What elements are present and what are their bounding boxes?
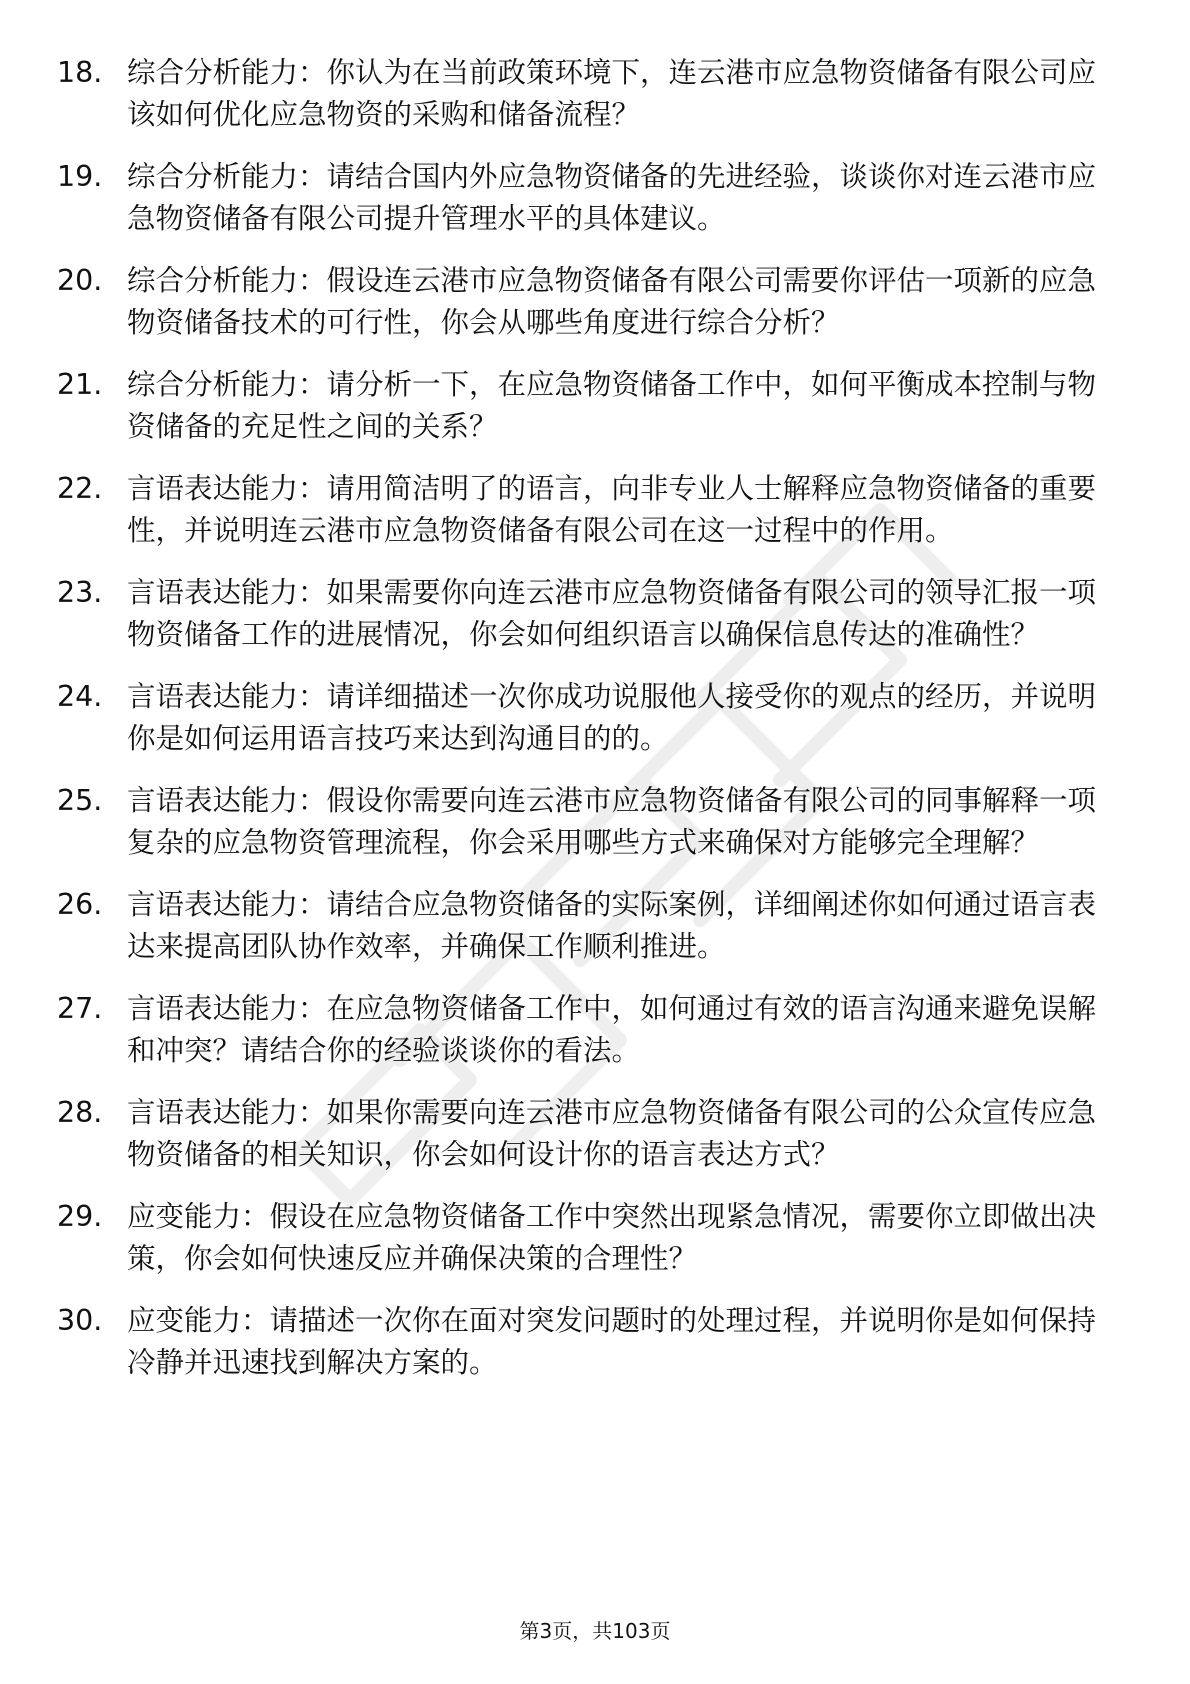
- question-item-26: [57, 884, 1117, 968]
- question-text: 应变能力：请描述一次你在面对突发问题时的处理过程，并说明你是如何保持冷静并迅速找到解决方案的。: [127, 1304, 1097, 1379]
- question-item-28: [57, 1092, 1117, 1176]
- question-item-27: [57, 988, 1117, 1072]
- question-number: 27.: [57, 992, 103, 1025]
- page-footer: 第3页，共103页: [519, 1619, 671, 1643]
- question-item-21: [57, 364, 1117, 448]
- question-text: 言语表达能力：如果你需要向连云港市应急物资储备有限公司的公众宣传应急物资储备的相关知识，你会如何设计你的语言表达方式？: [127, 1096, 1097, 1171]
- question-text: 应变能力：假设在应急物资储备工作中突然出现紧急情况，需要你立即做出决策，你会如何快速反应并确保决策的合理性？: [127, 1200, 1097, 1275]
- question-number: 29.: [57, 1200, 103, 1233]
- question-text: 言语表达能力：请用简洁明了的语言，向非专业人士解释应急物资储备的重要性，并说明连云港市应急物资储备有限公司在这一过程中的作用。: [127, 472, 1097, 547]
- question-number: 18.: [57, 56, 103, 89]
- question-text: 言语表达能力：请结合应急物资储备的实际案例，详细阐述你如何通过语言表达来提高团队协作效率，并确保工作顺利推进。: [127, 888, 1097, 963]
- question-text: 综合分析能力：假设连云港市应急物资储备有限公司需要你评估一项新的应急物资储备技术的可行性，你会从哪些角度进行综合分析？: [127, 264, 1097, 339]
- question-text: 言语表达能力：如果需要你向连云港市应急物资储备有限公司的领导汇报一项物资储备工作的进展情况，你会如何组织语言以确保信息传达的准确性？: [127, 576, 1097, 651]
- question-item-29: [57, 1196, 1117, 1280]
- question-item-30: [57, 1300, 1117, 1384]
- question-number: 26.: [57, 888, 103, 921]
- question-number: 19.: [57, 160, 103, 193]
- question-number: 25.: [57, 784, 103, 817]
- question-item-24: [57, 676, 1117, 760]
- question-text: 言语表达能力：假设你需要向连云港市应急物资储备有限公司的同事解释一项复杂的应急物资管理流程，你会采用哪些方式来确保对方能够完全理解？: [127, 784, 1097, 859]
- question-item-18: [57, 52, 1117, 136]
- question-text: 综合分析能力：请分析一下，在应急物资储备工作中，如何平衡成本控制与物资储备的充足性之间的关系？: [127, 368, 1097, 443]
- question-number: 28.: [57, 1096, 103, 1129]
- question-text: 综合分析能力：你认为在当前政策环境下，连云港市应急物资储备有限公司应该如何优化应急物资的采购和储备流程？: [127, 56, 1097, 131]
- question-item-22: [57, 468, 1117, 552]
- question-number: 23.: [57, 576, 103, 609]
- question-item-23: [57, 572, 1117, 656]
- question-text: 综合分析能力：请结合国内外应急物资储备的先进经验，谈谈你对连云港市应急物资储备有限公司提升管理水平的具体建议。: [127, 160, 1097, 235]
- question-number: 24.: [57, 680, 103, 713]
- question-text: 言语表达能力：在应急物资储备工作中，如何通过有效的语言沟通来避免误解和冲突？请结合你的经验谈谈你的看法。: [127, 992, 1097, 1067]
- question-item-20: [57, 260, 1117, 344]
- question-number: 22.: [57, 472, 103, 505]
- question-number: 30.: [57, 1304, 103, 1337]
- question-number: 21.: [57, 368, 103, 401]
- question-item-19: [57, 156, 1117, 240]
- question-item-25: [57, 780, 1117, 864]
- question-number: 20.: [57, 264, 103, 297]
- question-text: 言语表达能力：请详细描述一次你成功说服他人接受你的观点的经历，并说明你是如何运用语言技巧来达到沟通目的的。: [127, 680, 1097, 755]
- question-list: [57, 52, 1117, 1404]
